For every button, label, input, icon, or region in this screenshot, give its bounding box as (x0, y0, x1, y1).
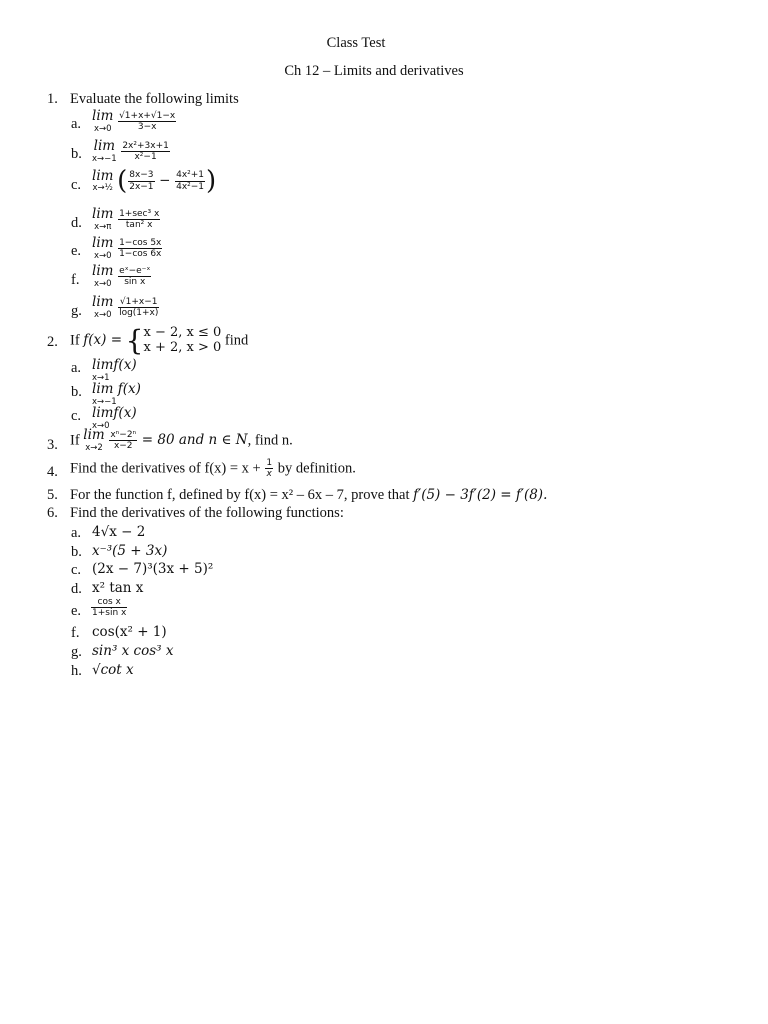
question-text (70, 488, 547, 503)
function-expression: √cot x (92, 662, 134, 678)
fraction-numerator: 4x²+1 (176, 170, 205, 181)
fraction-numerator: 1+sec³ x (119, 208, 160, 219)
right-paren: ) (206, 166, 217, 196)
question-number: 3. (47, 437, 58, 453)
question-number: 1. (47, 91, 58, 107)
lim-subscript: x→−1 (92, 153, 117, 164)
fraction-numerator: eˣ−e⁻ˣ (119, 265, 151, 276)
lim-subscript: x→0 (93, 309, 112, 320)
item-label: e. (71, 243, 82, 259)
limit-expression (92, 359, 137, 382)
question-number: 4. (47, 464, 58, 480)
equation-rest: = 80 and n ∈ N (141, 431, 248, 448)
question-text: Evaluate the following limits (70, 91, 239, 107)
item-label: g. (71, 303, 82, 319)
left-paren: ( (117, 166, 128, 196)
lim-word: lim (83, 427, 105, 443)
function-expression: cos(x² + 1) (92, 624, 167, 640)
lim-subscript: x→0 (93, 278, 112, 289)
piecewise-question (70, 323, 249, 357)
case-1: x − 2, x ≤ 0 (143, 325, 222, 340)
fraction-denominator: 2x−1 (129, 181, 154, 192)
fraction-denominator: 1+sin x (92, 608, 127, 619)
limit-expression (92, 110, 177, 133)
lim-function: lim f(x) (92, 381, 141, 397)
question-text: find (224, 332, 249, 349)
function-expression: sin³ x cos³ x (92, 643, 174, 659)
limit-expression (92, 237, 163, 260)
question-text: If (70, 332, 80, 349)
limit-expression (92, 168, 216, 194)
case-2: x + 2, x > 0 (143, 339, 222, 355)
limit-expression (92, 383, 141, 406)
fraction-numerator: cos x (91, 597, 127, 608)
item-label: f. (71, 625, 80, 641)
lim-function: limf(x) (92, 405, 137, 421)
lim-function: limf(x) (92, 357, 137, 373)
question-text: If (70, 432, 80, 449)
lim-subscript: x→0 (93, 250, 112, 261)
limit-expression (92, 140, 171, 163)
item-label: b. (71, 146, 82, 162)
question-number: 2. (47, 334, 58, 350)
minus-operator: − (159, 172, 171, 189)
item-label: a. (71, 360, 82, 376)
fraction-denominator: x−2 (113, 441, 133, 451)
question-number: 6. (47, 505, 58, 521)
question-number: 5. (47, 487, 58, 503)
item-label: b. (71, 384, 82, 400)
fraction-denominator: 1−cos 6x (119, 249, 162, 259)
function-expression: (2x − 7)³(3x + 5)² (92, 561, 214, 577)
piecewise-cases (144, 326, 222, 356)
fraction-denominator: 4x²−1 (176, 181, 205, 192)
function-expression: x⁻³(5 + 3x) (92, 543, 168, 559)
lim-subscript: x→π (94, 221, 112, 232)
fraction-numerator: √1+x−1 (119, 296, 158, 307)
fraction-numerator: xⁿ−2ⁿ (110, 429, 137, 440)
lim-subscript: x→−1 (92, 396, 117, 407)
left-brace: { (125, 323, 144, 357)
fraction-denominator: tan² x (125, 220, 153, 230)
item-label: a. (71, 525, 82, 541)
limit-expression (92, 265, 152, 288)
item-label: a. (71, 116, 82, 132)
derivative-question (70, 458, 356, 480)
lim-word: lim (92, 206, 114, 222)
item-label: g. (71, 644, 82, 660)
page-subtitle: Ch 12 – Limits and derivatives (284, 63, 464, 79)
lim-subscript: x→0 (92, 420, 110, 431)
question-text: , find n. (247, 432, 293, 449)
item-label: d. (71, 581, 82, 597)
fraction-denominator: 3−x (137, 122, 157, 132)
proof-equation: f′(5) − 3f′(2) = f′(8). (413, 487, 548, 503)
question-text: by definition. (277, 460, 356, 477)
lim-subscript: x→2 (85, 442, 103, 453)
item-label: c. (71, 177, 82, 193)
fraction-denominator: x²−1 (134, 152, 157, 162)
item-label: c. (71, 562, 82, 578)
item-label: h. (71, 663, 82, 679)
function-expression: 4√x − 2 (92, 524, 146, 540)
limit-question (70, 429, 293, 452)
fraction-numerator: 1 (266, 458, 273, 468)
function-name: f(x) = (83, 332, 123, 349)
lim-subscript: x→0 (93, 123, 112, 134)
function-expression: x² tan x (92, 580, 144, 596)
lim-word: lim (92, 167, 114, 184)
lim-word: lim (93, 138, 116, 154)
item-label: f. (71, 272, 80, 288)
fraction-denominator: x (266, 469, 272, 480)
function-expression (90, 597, 128, 619)
question-body: For the function f, defined by f(x) = x² – 6x – 7, prove that (70, 487, 410, 503)
item-label: b. (71, 544, 82, 560)
fraction-numerator: 8x−3 (129, 170, 154, 181)
fraction-denominator: log(1+x) (119, 308, 159, 318)
item-label: d. (71, 215, 82, 231)
fraction-denominator: sin x (124, 277, 146, 287)
lim-subscript: x→½ (92, 183, 113, 193)
lim-word: lim (92, 108, 114, 124)
lim-subscript: x→1 (92, 372, 110, 383)
fraction-numerator: 1−cos 5x (119, 237, 162, 248)
lim-word: lim (92, 235, 114, 251)
page-title: Class Test (326, 35, 386, 51)
item-label: e. (71, 603, 82, 619)
fraction-numerator: 2x²+3x+1 (122, 140, 169, 151)
item-label: c. (71, 408, 82, 424)
lim-word: lim (92, 294, 114, 310)
question-text: Find the derivatives of the following functions: (70, 505, 344, 521)
question-text: Find the derivatives of f(x) = x + (70, 460, 261, 477)
limit-expression (92, 296, 160, 319)
fraction-numerator: √1+x+√1−x (119, 110, 176, 121)
limit-expression (92, 208, 161, 231)
lim-word: lim (92, 263, 114, 279)
